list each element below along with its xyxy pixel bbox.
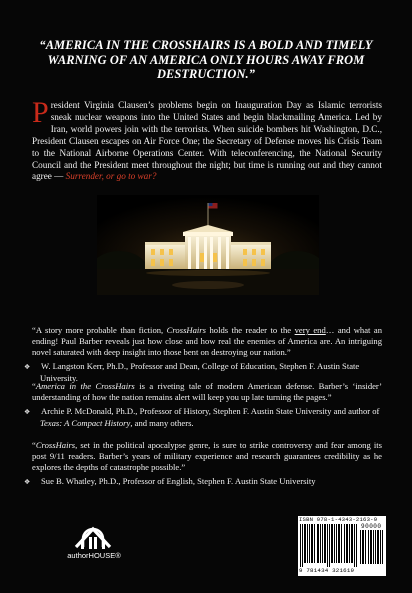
review-attribution [24,406,382,429]
quote-title: CrossHairs [166,325,206,335]
review-mcdonald [24,381,382,429]
diamond-bullet-icon: ❖ [24,363,31,372]
quote-text: “ [32,381,36,391]
white-house-illustration [97,195,319,295]
isbn-barcode [298,516,386,576]
quote-underlined: very end [294,325,326,335]
review-quote [32,440,382,473]
attribution-book-title: Texas: A Compact History [40,418,131,429]
quote-title: CrossHairs [35,440,76,450]
isbn-text: ISBN 978-1-4343-2163-9 [299,516,378,523]
white-house-photo [97,195,319,295]
addon-bars-icon [360,530,384,564]
quote-text: “ [32,440,36,450]
headline-quote: “AMERICA IN THE CROSSHAIRS IS A BOLD AND TIMELY WARNING OF AN AMERICA ONLY HOURS AWAY FROM DESTRUCTION.” [39,38,373,81]
ean-number: 9 781434 321619 [299,567,355,574]
quote-text: , set in the political apocalypse genre, is sure to strike controversy and fear among its post 9/11 readers. Barber’s years of military experience and research guarantees credibility as he explores the depths of catastrophe possible.” [32,440,382,473]
attribution-text: , and many others. [130,418,194,429]
barcode-bars-icon [300,524,358,567]
attribution-text: W. Langston Kerr, Ph.D., Professor and Dean, College of Education, Stephen F. Austin State University. [40,361,360,384]
diamond-bullet-icon: ❖ [24,408,31,417]
review-quote [32,325,382,358]
quote-text: is a riveting tale of modern American defense. Barber’s ‘insider’ understanding of how the nation remains alert will keep you up late turning the pages.” [32,381,382,403]
addon-number: 90000 [361,523,382,530]
diamond-bullet-icon: ❖ [24,478,31,487]
quote-text: holds the reader to the [206,325,295,335]
quote-text: … and what an ending! Paul Barber reveals just how close and how real the enemies of America are. An intriguing novel saturated with deep insight into those bent on destroying our nation.” [32,325,382,358]
review-quote [32,381,382,403]
drop-cap: P [32,96,49,129]
authorhouse-logo-icon [60,515,126,575]
attribution-text: Sue B. Whatley, Ph.D., Professor of English, Stephen F. Austin State University [41,476,316,487]
quote-text: “A story more probable than fiction, [32,325,167,335]
review-whatley [24,440,382,488]
review-kerr [24,325,382,384]
synopsis-question: Surrender, or go to war? [65,171,157,182]
publisher-name: authorHOUSE® [67,551,121,560]
attribution-text: Archie P. McDonald, Ph.D., Professor of History, Stephen F. Austin State University and author of [41,406,380,417]
quote-title: America in the CrossHairs [35,381,135,391]
synopsis [32,96,382,183]
synopsis-body: resident Virginia Clausen’s problems begin on Inauguration Day as Islamic terrorists sneak nuclear weapons into the United States and begin blackmailing America. Led by Iran, world powers join with the terrorists. When suicide bombers hit Washington, D.C., President Clausen escapes on Air Force One; the Secretary of Defense moves his Crisis Team to the National Airborne Operations Center. With teleconferencing, the National Security Council and the President meet throughout the night; but time is running out and they cannot agree — [32,100,382,182]
review-attribution [24,476,382,488]
